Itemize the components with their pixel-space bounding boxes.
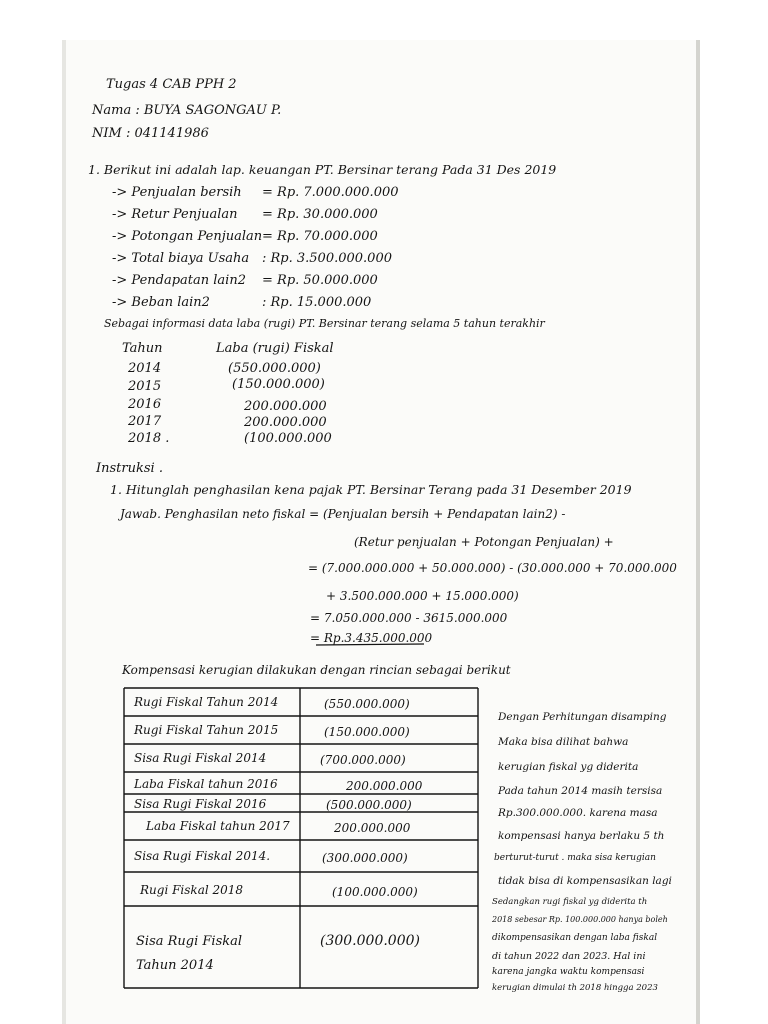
side-note-line: kompensasi hanya berlaku 5 th bbox=[498, 830, 665, 842]
comp-label: Rugi Fiskal Tahun 2015 bbox=[134, 723, 279, 737]
item-value: = Rp. 7.000.000.000 bbox=[262, 185, 399, 200]
answer-result: = Rp.3.435.000.000 bbox=[310, 631, 433, 645]
item-value: = Rp. 50.000.000 bbox=[262, 273, 378, 288]
answer-line: Jawab. Penghasilan neto fiskal = (Penjualan bersih + Pendapatan lain2) - bbox=[120, 507, 566, 521]
comp-label: Sisa Rugi Fiskal 2016 bbox=[134, 797, 267, 811]
answer-line: + 3.500.000.000 + 15.000.000) bbox=[326, 589, 519, 603]
item-label: -> Total biaya Usaha bbox=[112, 251, 250, 266]
student-name: Nama : BUYA SAGONGAU P. bbox=[92, 103, 282, 118]
compensation-heading: Kompensasi kerugian dilakukan dengan rincian sebagai berikut bbox=[122, 663, 511, 677]
item-value: : Rp. 3.500.000.000 bbox=[262, 251, 392, 266]
year-cell: 2014 bbox=[128, 361, 162, 376]
side-note-line: Sedangkan rugi fiskal yg diderita th bbox=[492, 897, 648, 907]
item-label: -> Penjualan bersih bbox=[112, 185, 242, 200]
value-cell: (550.000.000) bbox=[228, 361, 321, 376]
side-note-line: berturut-turut . maka sisa kerugian bbox=[494, 853, 656, 863]
task-text: 1. Hitunglah penghasilan kena pajak PT. Bersinar Terang pada 31 Desember 2019 bbox=[110, 482, 632, 497]
side-note-line: dikompensasikan dengan laba fiskal bbox=[492, 933, 658, 943]
question-intro: 1. Berikut ini adalah lap. keuangan PT. Bersinar terang Pada 31 Des 2019 bbox=[88, 162, 557, 177]
comp-value: 200.000.000 bbox=[334, 821, 411, 835]
year-cell: 2016 bbox=[128, 397, 162, 412]
comp-label: Rugi Fiskal 2018 bbox=[140, 883, 244, 897]
value-cell: (150.000.000) bbox=[232, 377, 325, 392]
info-line: Sebagai informasi data laba (rugi) PT. Bersinar terang selama 5 tahun terakhir bbox=[104, 317, 545, 330]
comp-value: (100.000.000) bbox=[332, 885, 418, 899]
value-cell: 200.000.000 bbox=[244, 415, 327, 430]
comp-label: Sisa Rugi Fiskal 2014 bbox=[134, 751, 267, 765]
comp-value: (550.000.000) bbox=[324, 697, 410, 711]
comp-label: Laba Fiskal tahun 2017 bbox=[146, 819, 290, 833]
comp-label: Sisa Rugi Fiskal 2014. bbox=[134, 849, 271, 863]
side-note-line: di tahun 2022 dan 2023. Hal ini bbox=[492, 951, 646, 962]
side-note-line: 2018 sebesar Rp. 100.000.000 hanya boleh bbox=[492, 915, 668, 924]
comp-value: (300.000.000) bbox=[322, 851, 408, 865]
side-note-line: kerugian dimulai th 2018 hingga 2023 bbox=[492, 983, 658, 993]
answer-line: = 7.050.000.000 - 3615.000.000 bbox=[310, 611, 508, 625]
comp-value: (700.000.000) bbox=[320, 753, 406, 767]
answer-line: (Retur penjualan + Potongan Penjualan) + bbox=[354, 535, 614, 549]
year-header: Tahun bbox=[122, 341, 163, 356]
item-value: = Rp. 30.000.000 bbox=[262, 207, 378, 222]
comp-label: Rugi Fiskal Tahun 2014 bbox=[134, 695, 279, 709]
year-cell: 2015 bbox=[128, 379, 162, 394]
assignment-title: Tugas 4 CAB PPH 2 bbox=[106, 77, 237, 92]
comp-label: Laba Fiskal tahun 2016 bbox=[134, 777, 278, 791]
item-label: -> Pendapatan lain2 bbox=[112, 273, 246, 288]
side-note-line: karena jangka waktu kompensasi bbox=[492, 967, 645, 977]
side-note-line: tidak bisa di kompensasikan lagi bbox=[498, 875, 672, 887]
side-note-line: Pada tahun 2014 masih tersisa bbox=[498, 785, 663, 797]
side-note-line: Rp.300.000.000. karena masa bbox=[498, 807, 658, 819]
student-nim: NIM : 041141986 bbox=[92, 126, 209, 141]
year-cell: 2018 . bbox=[128, 431, 170, 446]
comp-value: (500.000.000) bbox=[326, 798, 412, 812]
side-note-line: Maka bisa dilihat bahwa bbox=[498, 736, 629, 748]
comp-value: (300.000.000) bbox=[320, 933, 420, 949]
item-label: -> Retur Penjualan bbox=[112, 207, 238, 222]
answer-line: = (7.000.000.000 + 50.000.000) - (30.000.000 + 70.000.000 bbox=[308, 561, 677, 575]
instructions-heading: Instruksi . bbox=[96, 461, 163, 476]
item-label: -> Beban lain2 bbox=[112, 295, 210, 310]
comp-value: (150.000.000) bbox=[324, 725, 410, 739]
side-note-line: Dengan Perhitungan disamping bbox=[498, 711, 667, 723]
item-value: : Rp. 15.000.000 bbox=[262, 295, 372, 310]
item-label: -> Potongan Penjualan bbox=[112, 229, 263, 244]
side-note-line: kerugian fiskal yg diderita bbox=[498, 761, 639, 773]
value-cell: (100.000.000 bbox=[244, 431, 332, 446]
item-value: = Rp. 70.000.000 bbox=[262, 229, 378, 244]
comp-label: Sisa Rugi Fiskal Tahun 2014 bbox=[136, 934, 243, 973]
value-header: Laba (rugi) Fiskal bbox=[216, 341, 334, 356]
value-cell: 200.000.000 bbox=[244, 399, 327, 414]
comp-value: 200.000.000 bbox=[346, 779, 423, 793]
year-cell: 2017 bbox=[128, 414, 162, 429]
